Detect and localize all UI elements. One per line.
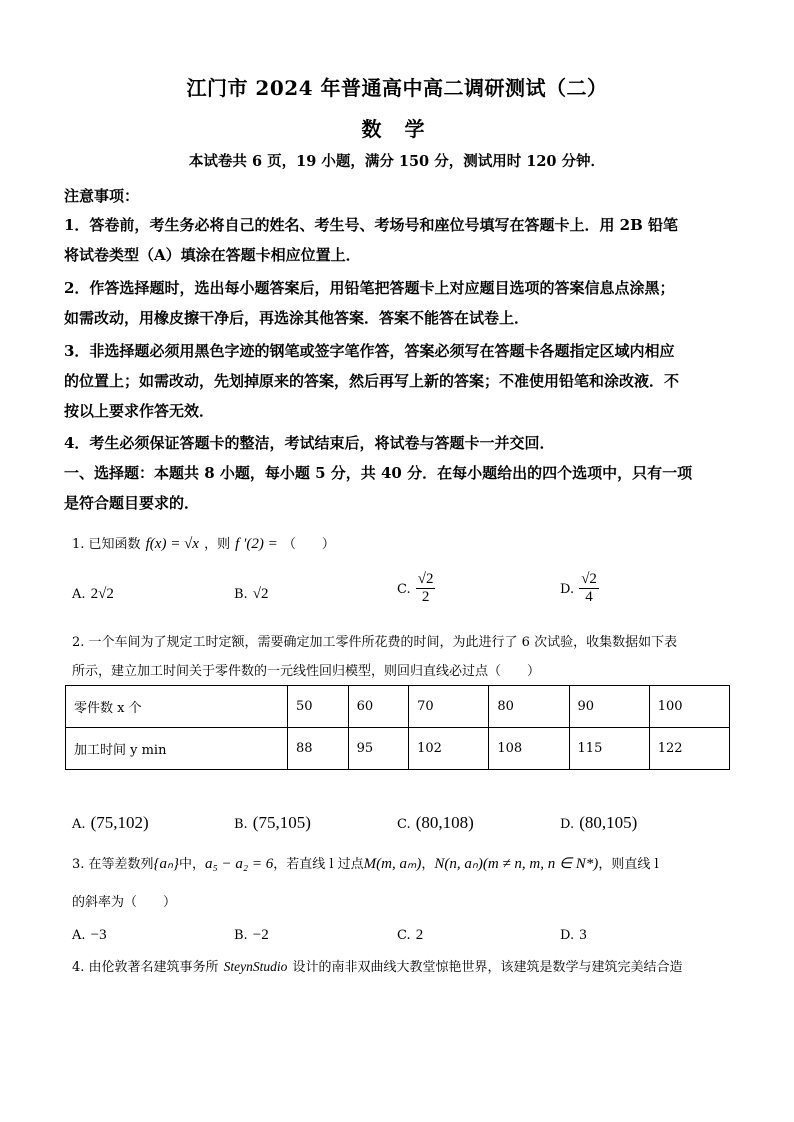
q2-a-value: (75,102) xyxy=(90,813,149,832)
notice-3b: 的位置上；如需改动，先划掉原来的答案，然后再写上新的答案；不准使用铅笔和涂改液．不 xyxy=(64,372,680,390)
q2-d-label: D. xyxy=(560,817,575,832)
q1-b-value: √2 xyxy=(252,586,269,602)
table-cell: 88 xyxy=(288,728,349,770)
notice-2b: 如需改动，用橡皮擦干净后，再选涂其他答案．答案不能答在试卷上． xyxy=(64,309,530,327)
table-cell: 115 xyxy=(569,728,649,770)
data-table xyxy=(65,685,730,770)
q1-c-num: √2 xyxy=(417,571,434,587)
q3-p3: ，若直线 l 过点 xyxy=(273,857,364,872)
q3-d-value: 3 xyxy=(579,927,587,943)
q2-option-c xyxy=(397,813,474,833)
q1-d-den: 4 xyxy=(585,589,593,605)
question-2-line1: 2. 一个车间为了规定工时定额，需要确定加工零件所花费的时间，为此进行了 6 次试验，收集数据如下表 xyxy=(72,635,678,650)
table-cell: 70 xyxy=(409,686,489,728)
q3-cond: a₅ − a₂ = 6 xyxy=(205,856,274,872)
question-4-stem xyxy=(72,956,683,975)
q1-function: f(x) = √x xyxy=(145,536,199,552)
q3-cond2: (m ≠ n, m, n ∈ N*) xyxy=(482,856,599,872)
q1-option-c xyxy=(397,571,435,606)
question-1-stem xyxy=(72,533,335,553)
q1-a-value: 2√2 xyxy=(90,586,114,602)
subject-title: 数 学 xyxy=(361,117,433,141)
q1-a-label: A. xyxy=(72,587,86,602)
q1-mid: ，则 xyxy=(204,537,231,552)
table-row xyxy=(66,728,730,770)
notice-3a: 3．非选择题必须用黑色字迹的钢笔或签字笔作答，答案必须写在答题卡各题指定区域内相应 xyxy=(64,342,675,360)
table-cell: 90 xyxy=(569,686,649,728)
q1-c-label: C. xyxy=(397,582,411,597)
notice-1b: 将试卷类型（A）填涂在答题卡相应位置上． xyxy=(64,246,361,264)
q4-line1b: 设计的南非双曲线大教堂惊艳世界，该建筑是数学与建筑完美结合造 xyxy=(292,960,683,975)
notice-1a: 1．答卷前，考生务必将自己的姓名、考生号、考场号和座位号填写在答题卡上．用 2B 铅笔 xyxy=(64,216,679,234)
q4-studio: SteynStudio xyxy=(223,959,288,974)
q1-prefix: 1. 已知函数 xyxy=(72,537,141,552)
section-heading-1: 一、选择题：本题共 8 小题，每小题 5 分，共 40 分．在每小题给出的四个选项中，只有一项 xyxy=(64,464,693,482)
q3-p4: ， xyxy=(421,857,435,872)
q1-c-den: 2 xyxy=(421,589,430,605)
question-3-line2: 的斜率为（ ） xyxy=(72,895,177,910)
q3-point-n: N(n, aₙ) xyxy=(434,856,483,872)
q1-d-label: D. xyxy=(560,582,575,597)
q1-option-a xyxy=(72,583,114,603)
q3-option-a xyxy=(72,924,107,944)
notice-2a: 2．作答选择题时，选出每小题答案后，用铅笔把答题卡上对应题目选项的答案信息点涂黑； xyxy=(64,279,675,297)
q2-option-d xyxy=(560,813,637,833)
q3-option-c xyxy=(397,924,423,944)
q2-b-value: (75,105) xyxy=(252,813,311,832)
section-heading-2: 是符合题目要求的． xyxy=(64,494,200,512)
table-header-time: 加工时间 y min xyxy=(66,728,288,770)
table-cell: 50 xyxy=(288,686,349,728)
exam-info: 本试卷共 6 页，19 小题，满分 150 分，测试用时 120 分钟． xyxy=(188,153,606,170)
q2-option-b xyxy=(234,813,311,833)
q1-d-num: √2 xyxy=(581,571,597,587)
notice-3c: 按以上要求作答无效． xyxy=(64,402,215,420)
q1-ask: f ′(2) = xyxy=(235,536,278,552)
question-2-line2: 所示，建立加工时间关于零件数的一元线性回归模型，则回归直线必过点（ ） xyxy=(72,664,541,679)
table-row xyxy=(66,686,730,728)
q1-d-fraction xyxy=(579,571,599,606)
q2-option-a xyxy=(72,813,149,833)
notice-heading: 注意事项： xyxy=(64,187,140,205)
table-cell: 95 xyxy=(348,728,409,770)
q3-seq: {aₙ} xyxy=(153,856,180,872)
q3-a-label: A. xyxy=(72,928,86,943)
q3-b-value: −2 xyxy=(252,927,269,943)
q3-b-label: B. xyxy=(234,928,248,943)
q3-p5: ，则直线 l xyxy=(598,857,659,872)
q2-c-label: C. xyxy=(397,817,411,832)
question-3-stem xyxy=(72,853,659,873)
exam-title: 江门市 2024 年普通高中高二调研测试（二） xyxy=(186,76,608,100)
table-cell: 122 xyxy=(649,728,729,770)
q2-d-value: (80,105) xyxy=(579,813,638,832)
q2-c-value: (80,108) xyxy=(415,813,474,832)
table-cell: 60 xyxy=(348,686,409,728)
q1-c-fraction xyxy=(416,571,436,606)
table-cell: 80 xyxy=(489,686,569,728)
q3-p1: 3. 在等差数列 xyxy=(72,857,154,872)
q3-c-label: C. xyxy=(397,928,411,943)
table-cell: 108 xyxy=(489,728,569,770)
q3-option-b xyxy=(234,924,269,944)
q3-p2: 中， xyxy=(179,857,206,872)
q3-a-value: −3 xyxy=(90,927,107,943)
q3-point-m: M(m, aₘ) xyxy=(363,856,422,872)
q1-option-d xyxy=(560,571,599,606)
q2-b-label: B. xyxy=(234,817,248,832)
notice-4: 4．考生必须保证答题卡的整洁，考试结束后，将试卷与答题卡一并交回． xyxy=(64,434,555,452)
q2-a-label: A. xyxy=(72,817,86,832)
q1-paren: （ ） xyxy=(282,537,335,552)
q4-line1a: 4. 由伦敦著名建筑事务所 xyxy=(72,960,219,975)
q3-c-value: 2 xyxy=(415,927,424,943)
table-cell: 100 xyxy=(649,686,729,728)
q3-d-label: D. xyxy=(560,928,575,943)
table-cell: 102 xyxy=(409,728,489,770)
q1-b-label: B. xyxy=(234,587,248,602)
table-header-parts: 零件数 x 个 xyxy=(66,686,288,728)
q1-option-b xyxy=(234,583,269,603)
q3-option-d xyxy=(560,924,587,944)
